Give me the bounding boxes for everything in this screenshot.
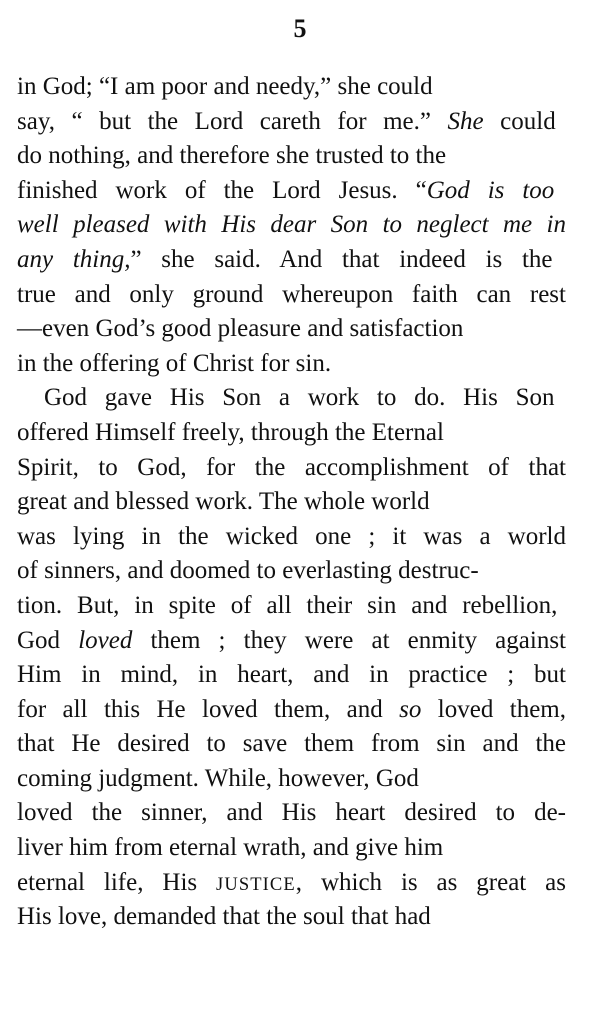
line-content <box>17 488 430 515</box>
line-content <box>17 799 566 826</box>
text-run: finished work of the Lord Jesus. “ <box>17 176 427 204</box>
text-run: offered Himself freely, through the Eternal <box>17 418 444 446</box>
text-run: was lying in the wicked one ; it was a world <box>17 522 566 550</box>
text-line <box>17 900 566 935</box>
line-content <box>17 315 463 342</box>
text-run: ” she said. And that indeed is the <box>130 245 553 273</box>
text-line <box>17 554 566 589</box>
line-content <box>17 281 566 308</box>
text-run: tion. But, in spite of all their sin and rebellion, <box>17 591 558 619</box>
text-run: eternal life, His <box>17 868 217 896</box>
line-content <box>17 246 553 273</box>
text-line <box>17 416 566 451</box>
line-content <box>17 661 566 688</box>
line-content <box>17 454 566 481</box>
text-line <box>17 658 566 693</box>
small-caps-text: JUSTICE <box>216 874 296 895</box>
text-line <box>17 589 566 624</box>
text-line <box>17 139 566 174</box>
line-content <box>17 142 446 169</box>
text-run: them ; they were at enmity against <box>132 626 566 654</box>
text-line <box>17 381 566 416</box>
text-line <box>17 693 566 728</box>
text-run: God gave His Son a work to do. His Son <box>44 384 555 412</box>
line-content <box>17 765 419 792</box>
text-line <box>17 347 566 382</box>
text-run: in God; “I am poor and needy,” she could <box>17 73 433 100</box>
italic-text: well pleased with His dear Son to neglect me in <box>17 211 566 239</box>
body-text <box>17 70 566 935</box>
line-content <box>44 384 555 411</box>
italic-text: God is too <box>426 176 555 204</box>
line-content <box>17 627 566 654</box>
line-content <box>17 557 479 584</box>
text-run: could <box>483 107 556 135</box>
text-run: say, “ but the Lord careth for me.” <box>17 107 448 135</box>
line-content <box>17 177 554 204</box>
text-run: liver him from eternal wrath, and give him <box>17 834 444 862</box>
line-content <box>17 211 566 238</box>
line-content <box>17 903 431 930</box>
text-line <box>17 727 566 762</box>
italic-text: She <box>447 107 484 135</box>
text-line <box>17 105 566 140</box>
text-run: , which is as great as <box>295 868 566 896</box>
text-run: loved the sinner, and His heart desired to de- <box>17 799 566 827</box>
text-run: —even God’s good pleasure and satisfaction <box>17 315 464 343</box>
text-line <box>17 70 566 105</box>
text-line <box>17 243 566 278</box>
text-line <box>17 624 566 659</box>
text-run: do nothing, and therefore she trusted to the <box>17 142 447 170</box>
line-content <box>17 834 443 861</box>
line-content <box>17 869 566 896</box>
text-run: His love, demanded that the soul that had <box>17 903 431 931</box>
text-line <box>17 312 566 347</box>
text-line <box>17 451 566 486</box>
page-number: 5 <box>293 14 307 43</box>
text-run: great and blessed work. The whole world <box>17 488 430 516</box>
text-run: of sinners, and doomed to everlasting destruc- <box>17 557 479 585</box>
line-content <box>17 523 566 550</box>
text-run: Him in mind, in heart, and in practice ; but <box>17 661 566 689</box>
italic-text: loved <box>78 626 133 654</box>
text-line <box>17 485 566 520</box>
text-line <box>17 278 566 313</box>
text-run: coming judgment. While, however, God <box>17 764 419 792</box>
text-line <box>17 831 566 866</box>
line-content <box>17 350 331 377</box>
text-run: loved them, <box>421 695 566 723</box>
text-run: true and only ground whereupon faith can rest <box>17 280 566 308</box>
line-content <box>17 73 433 100</box>
text-line <box>17 208 566 243</box>
line-content <box>17 696 566 723</box>
line-content <box>17 108 556 135</box>
line-content <box>17 730 566 757</box>
text-line <box>17 520 566 555</box>
text-line <box>17 796 566 831</box>
text-run: that He desired to save them from sin and the <box>17 730 566 758</box>
text-line <box>17 866 566 901</box>
text-run: God <box>17 626 79 654</box>
text-run: in the offering of Christ for sin. <box>17 349 332 377</box>
italic-text: so <box>399 695 422 723</box>
text-run: Spirit, to God, for the accomplishment of that <box>17 453 566 481</box>
line-content <box>17 419 444 446</box>
line-content <box>17 592 557 619</box>
text-line <box>17 762 566 797</box>
text-line <box>17 174 566 209</box>
italic-text: any thing, <box>17 245 131 273</box>
text-run: for all this He loved them, and <box>17 695 400 723</box>
